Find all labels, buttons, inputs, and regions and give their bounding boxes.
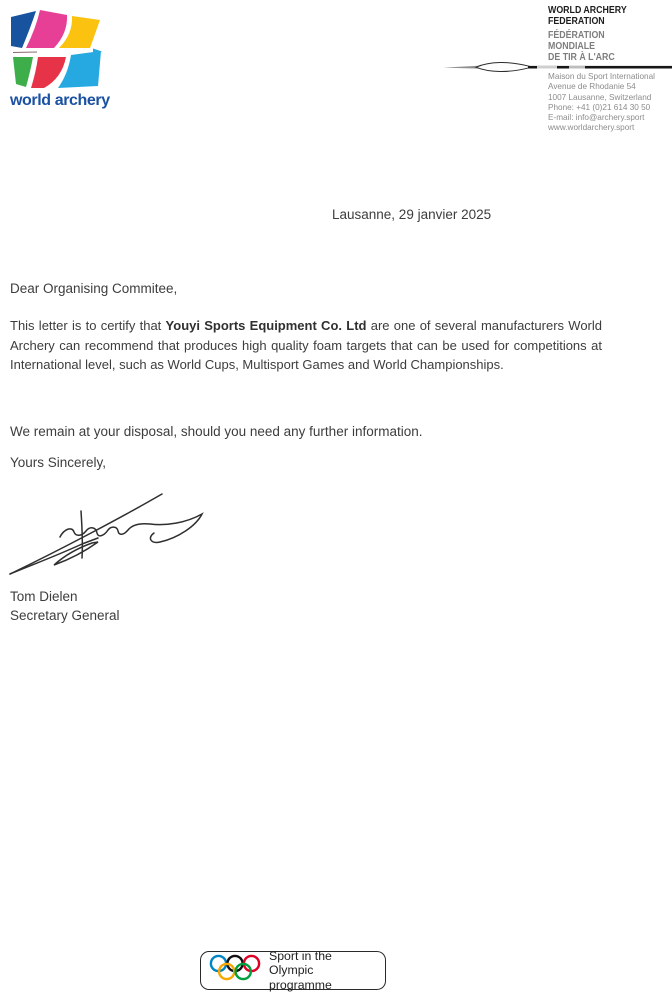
world-archery-logo-icon <box>10 8 103 95</box>
handwritten-signature <box>4 486 216 583</box>
address-line: 1007 Lausanne, Switzerland <box>548 92 652 102</box>
org-name-fr-line1: FÉDÉRATION <box>548 28 605 41</box>
signer-name: Tom Dielen <box>10 589 78 604</box>
olympic-badge-line1: Sport in the <box>269 948 332 963</box>
org-name-fr <box>548 30 652 63</box>
org-name-fr-line2: MONDIALE <box>548 39 596 52</box>
dateline: Lausanne, 29 janvier 2025 <box>332 207 492 222</box>
signer-title: Secretary General <box>10 608 120 623</box>
address-line: E-mail: info@archery.sport <box>548 113 645 123</box>
olympic-badge-line2: Olympic programme <box>269 963 332 992</box>
address-line: www.worldarchery.sport <box>548 123 635 133</box>
address-line: Phone: +41 (0)21 614 30 50 <box>548 102 651 112</box>
letterhead-right <box>548 5 672 63</box>
letterhead-address <box>548 72 655 134</box>
body-text-post: are one of several manufacturers World Archery can recommend that produces high quality foam targets that can be used for competitions at International level, such as World Cups, Multisport Games and World Championships. <box>10 318 602 372</box>
org-name-fr-line3: DE TIR À L'ARC <box>548 50 615 63</box>
olympic-rings-icon <box>209 953 261 988</box>
org-name-en-line2: FEDERATION <box>548 15 605 27</box>
salutation: Dear Organising Commitee, <box>10 281 178 296</box>
olympic-programme-badge <box>200 948 386 992</box>
address-line: Maison du Sport International <box>548 72 655 81</box>
address-line: Avenue de Rhodanie 54 <box>548 82 636 92</box>
body-paragraph <box>10 316 602 375</box>
org-name-en-line1: WORLD ARCHERY <box>548 4 627 16</box>
olympic-badge-text <box>269 949 377 993</box>
company-name: Youyi Sports Equipment Co. Ltd <box>165 318 367 333</box>
body-text-pre: This letter is to certify that <box>10 318 166 333</box>
valediction: Yours Sincerely, <box>10 455 107 470</box>
org-name-en <box>548 5 652 27</box>
closing-line: We remain at your disposal, should you need any further information. <box>10 424 423 439</box>
world-archery-wordmark: world archery <box>10 92 110 109</box>
